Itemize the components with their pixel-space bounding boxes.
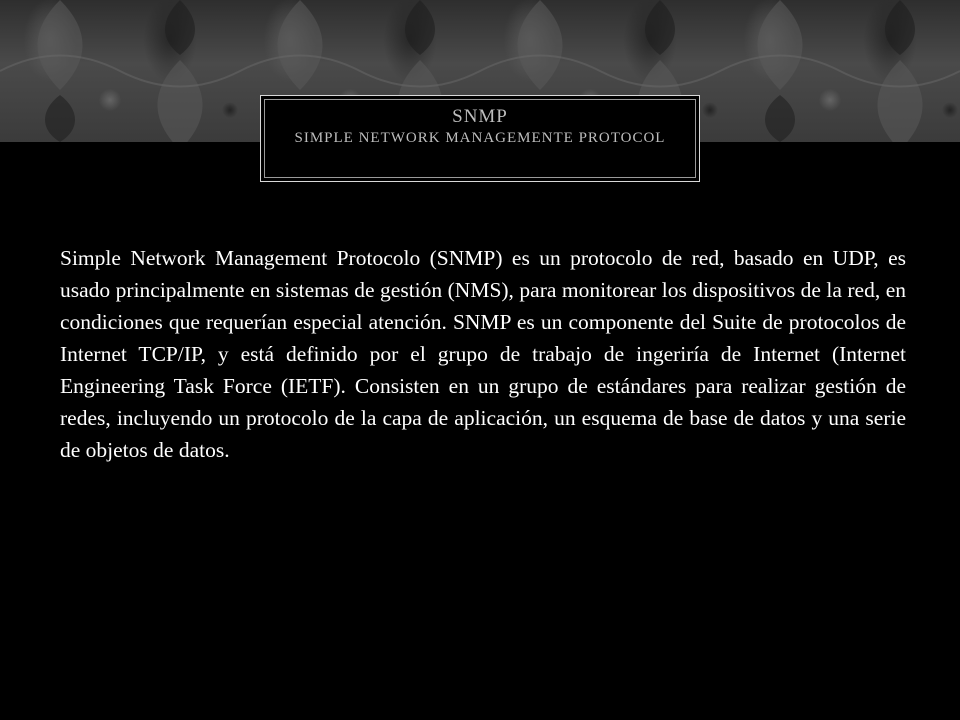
slide-body-paragraph: Simple Network Management Protocolo (SNMP) es un protocolo de red, basado en UDP, es usado principalmente en sistemas de gestión (NMS), para monitorear los dispositivos de la red, en condiciones que requerían especial atención. SNMP es un componente del Suite de protocolos de Internet TCP/IP, y está definido por el grupo de trabajo de ingeriría de Internet (Internet Engineering Task Force (IETF). Consisten en un grupo de estándares para realizar gestión de redes, incluyendo un protocolo de la capa de aplicación, un esquema de base de datos y una serie de objetos de datos.	[60, 246, 906, 462]
slide-title: SNMP	[452, 106, 508, 127]
slide-subtitle: SIMPLE NETWORK MANAGEMENTE PROTOCOL	[294, 130, 666, 146]
title-frame	[260, 95, 700, 182]
title-inner-frame	[264, 99, 696, 178]
